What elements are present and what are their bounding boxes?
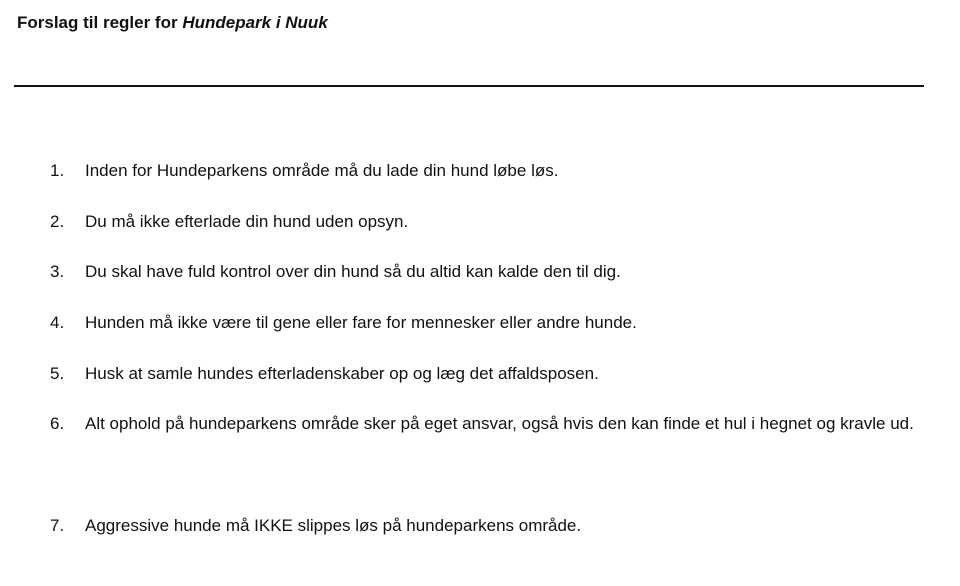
list-item bbox=[0, 398, 960, 500]
list-item bbox=[0, 246, 960, 297]
list-item-text: Du skal have fuld kontrol over din hund så du altid kan kalde den til dig. bbox=[85, 262, 621, 281]
list-item-text: Inden for Hundeparkens område må du lade din hund løbe løs. bbox=[85, 161, 559, 180]
list-item bbox=[0, 348, 960, 399]
list-item bbox=[0, 145, 960, 196]
list-item bbox=[0, 196, 960, 247]
list-item-number: 1. bbox=[50, 161, 65, 180]
list-item-text: Du må ikke efterlade din hund uden opsyn. bbox=[85, 212, 409, 231]
list-item-text: Hunden må ikke være til gene eller fare for mennesker eller andre hunde. bbox=[85, 313, 637, 332]
list-item-number: 5. bbox=[50, 364, 65, 383]
list-item-number: 4. bbox=[50, 313, 65, 332]
list-item-number: 3. bbox=[50, 262, 65, 281]
list-item-number: 6. bbox=[50, 414, 65, 433]
title-emphasis: Hundepark i Nuuk bbox=[182, 13, 328, 32]
list-item bbox=[0, 500, 960, 551]
list-item-text: Alt ophold på hundeparkens område sker på eget ansvar, også hvis den kan finde et hul i hegnet og kravle ud. bbox=[85, 414, 914, 433]
list-item bbox=[0, 297, 960, 348]
list-item-text: Husk at samle hundes efterladenskaber op og læg det affaldsposen. bbox=[85, 364, 599, 383]
list-item-text: Aggressive hunde må IKKE slippes løs på hundeparkens område. bbox=[85, 516, 582, 535]
list-item-number: 2. bbox=[50, 212, 65, 231]
title-prefix: Forslag til regler for bbox=[17, 13, 183, 32]
list-item-number: 7. bbox=[50, 516, 65, 535]
